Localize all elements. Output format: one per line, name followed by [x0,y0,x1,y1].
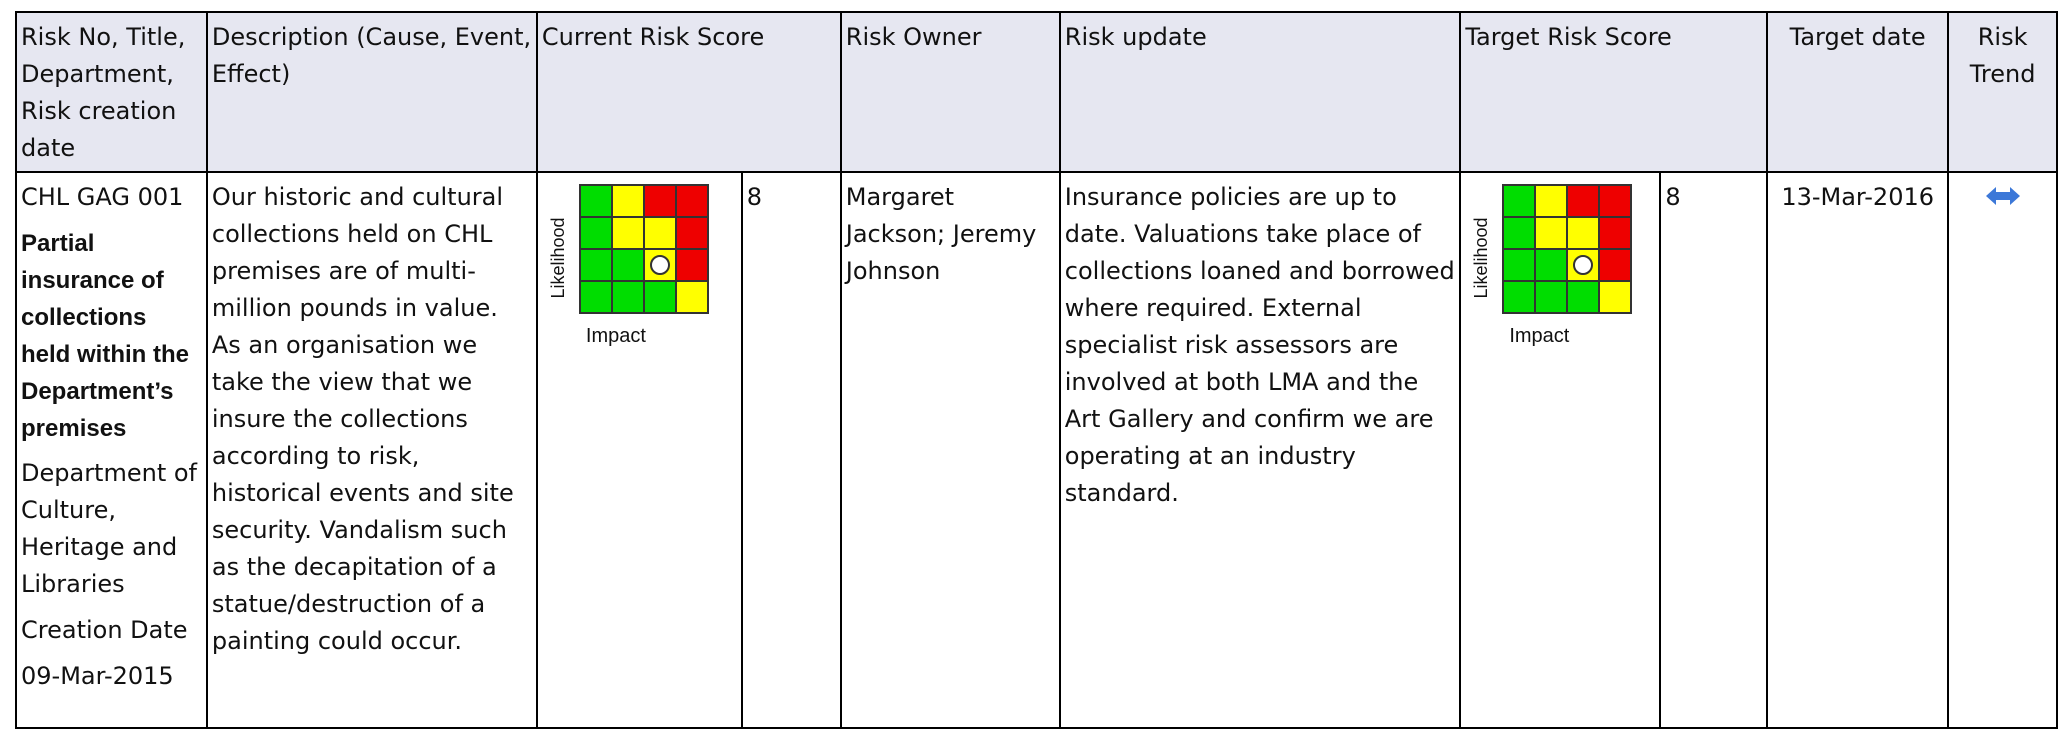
target-risk-score-value: 8 [1660,172,1767,728]
header-risk-update: Risk update [1060,12,1461,172]
header-risk-owner: Risk Owner [841,12,1060,172]
matrix-cell [1535,249,1567,281]
header-risk-no: Risk No, Title, Department, Risk creation date [16,12,207,172]
header-current-risk-score: Current Risk Score [537,12,841,172]
matrix-cell [1599,281,1631,313]
risk-position-marker [650,255,670,275]
matrix-cell [612,281,644,313]
risk-update-cell: Insurance policies are up to date. Valuations take place of collections loaned and borrowed where required. External specialist risk assessors are involved at both LMA and the Art Gallery and confirm we are operating at an industry standard. [1060,172,1461,728]
risk-heat-grid [579,184,709,314]
matrix-cell [644,281,676,313]
risk-department: Department of Culture, Heritage and Libraries [21,459,197,598]
current-risk-matrix-cell [537,172,742,728]
risk-position-marker [1573,255,1593,275]
matrix-cell [1535,185,1567,217]
matrix-cell [612,217,644,249]
matrix-cell [1567,185,1599,217]
matrix-cell [580,249,612,281]
matrix-cell [1503,217,1535,249]
risk-heat-grid [1502,184,1632,314]
table-row [16,172,2057,728]
matrix-cell [1567,217,1599,249]
likelihood-axis-label: Likelihood [1471,217,1492,299]
matrix-cell [1503,281,1535,313]
risk-id-cell [16,172,207,728]
likelihood-axis-label: Likelihood [547,217,568,299]
matrix-cell [644,249,676,281]
matrix-cell [676,185,708,217]
matrix-cell [1567,249,1599,281]
target-risk-matrix [1465,179,1655,359]
matrix-cell [1535,281,1567,313]
matrix-cell [580,281,612,313]
risk-register-table [15,11,2058,729]
matrix-cell [1503,185,1535,217]
risk-owner-cell: Margaret Jackson; Jeremy Johnson [841,172,1060,728]
matrix-cell [644,185,676,217]
creation-date: 09-Mar-2015 [21,662,174,690]
target-date-cell: 13-Mar-2016 [1767,172,1948,728]
matrix-cell [676,281,708,313]
impact-axis-label: Impact [585,325,646,347]
description-cell: Our historic and cultural collections held on CHL premises are of multi-million pounds in value. As an organisation we take the view that we insure the collections according to risk, historical events and site security. Vandalism such as the decapitation of a statue/destruction of a painting could occur. [207,172,537,728]
header-description: Description (Cause, Event, Effect) [207,12,537,172]
header-target-date: Target date [1767,12,1948,172]
matrix-cell [612,249,644,281]
matrix-cell [1599,249,1631,281]
header-target-risk-score: Target Risk Score [1460,12,1767,172]
current-risk-matrix [542,179,732,359]
matrix-cell [676,249,708,281]
matrix-cell [612,185,644,217]
matrix-cell [676,217,708,249]
current-risk-score-value: 8 [742,172,841,728]
matrix-cell [1567,281,1599,313]
risk-trend-cell [1948,172,2057,728]
header-row [16,12,2057,172]
target-risk-matrix-cell [1460,172,1660,728]
trend-arrow-shape [1986,187,2020,205]
matrix-cell [1535,217,1567,249]
risk-title: Partial insurance of collections held within the Department’s premises [21,230,189,442]
matrix-cell [644,217,676,249]
impact-axis-label: Impact [1509,325,1570,347]
risk-number: CHL GAG 001 [21,183,184,211]
matrix-cell [1503,249,1535,281]
matrix-cell [1599,217,1631,249]
creation-date-label: Creation Date [21,616,188,644]
header-risk-trend: Risk Trend [1948,12,2057,172]
matrix-cell [580,185,612,217]
matrix-cell [1599,185,1631,217]
horizontal-double-arrow-icon [1986,187,2020,205]
matrix-cell [580,217,612,249]
